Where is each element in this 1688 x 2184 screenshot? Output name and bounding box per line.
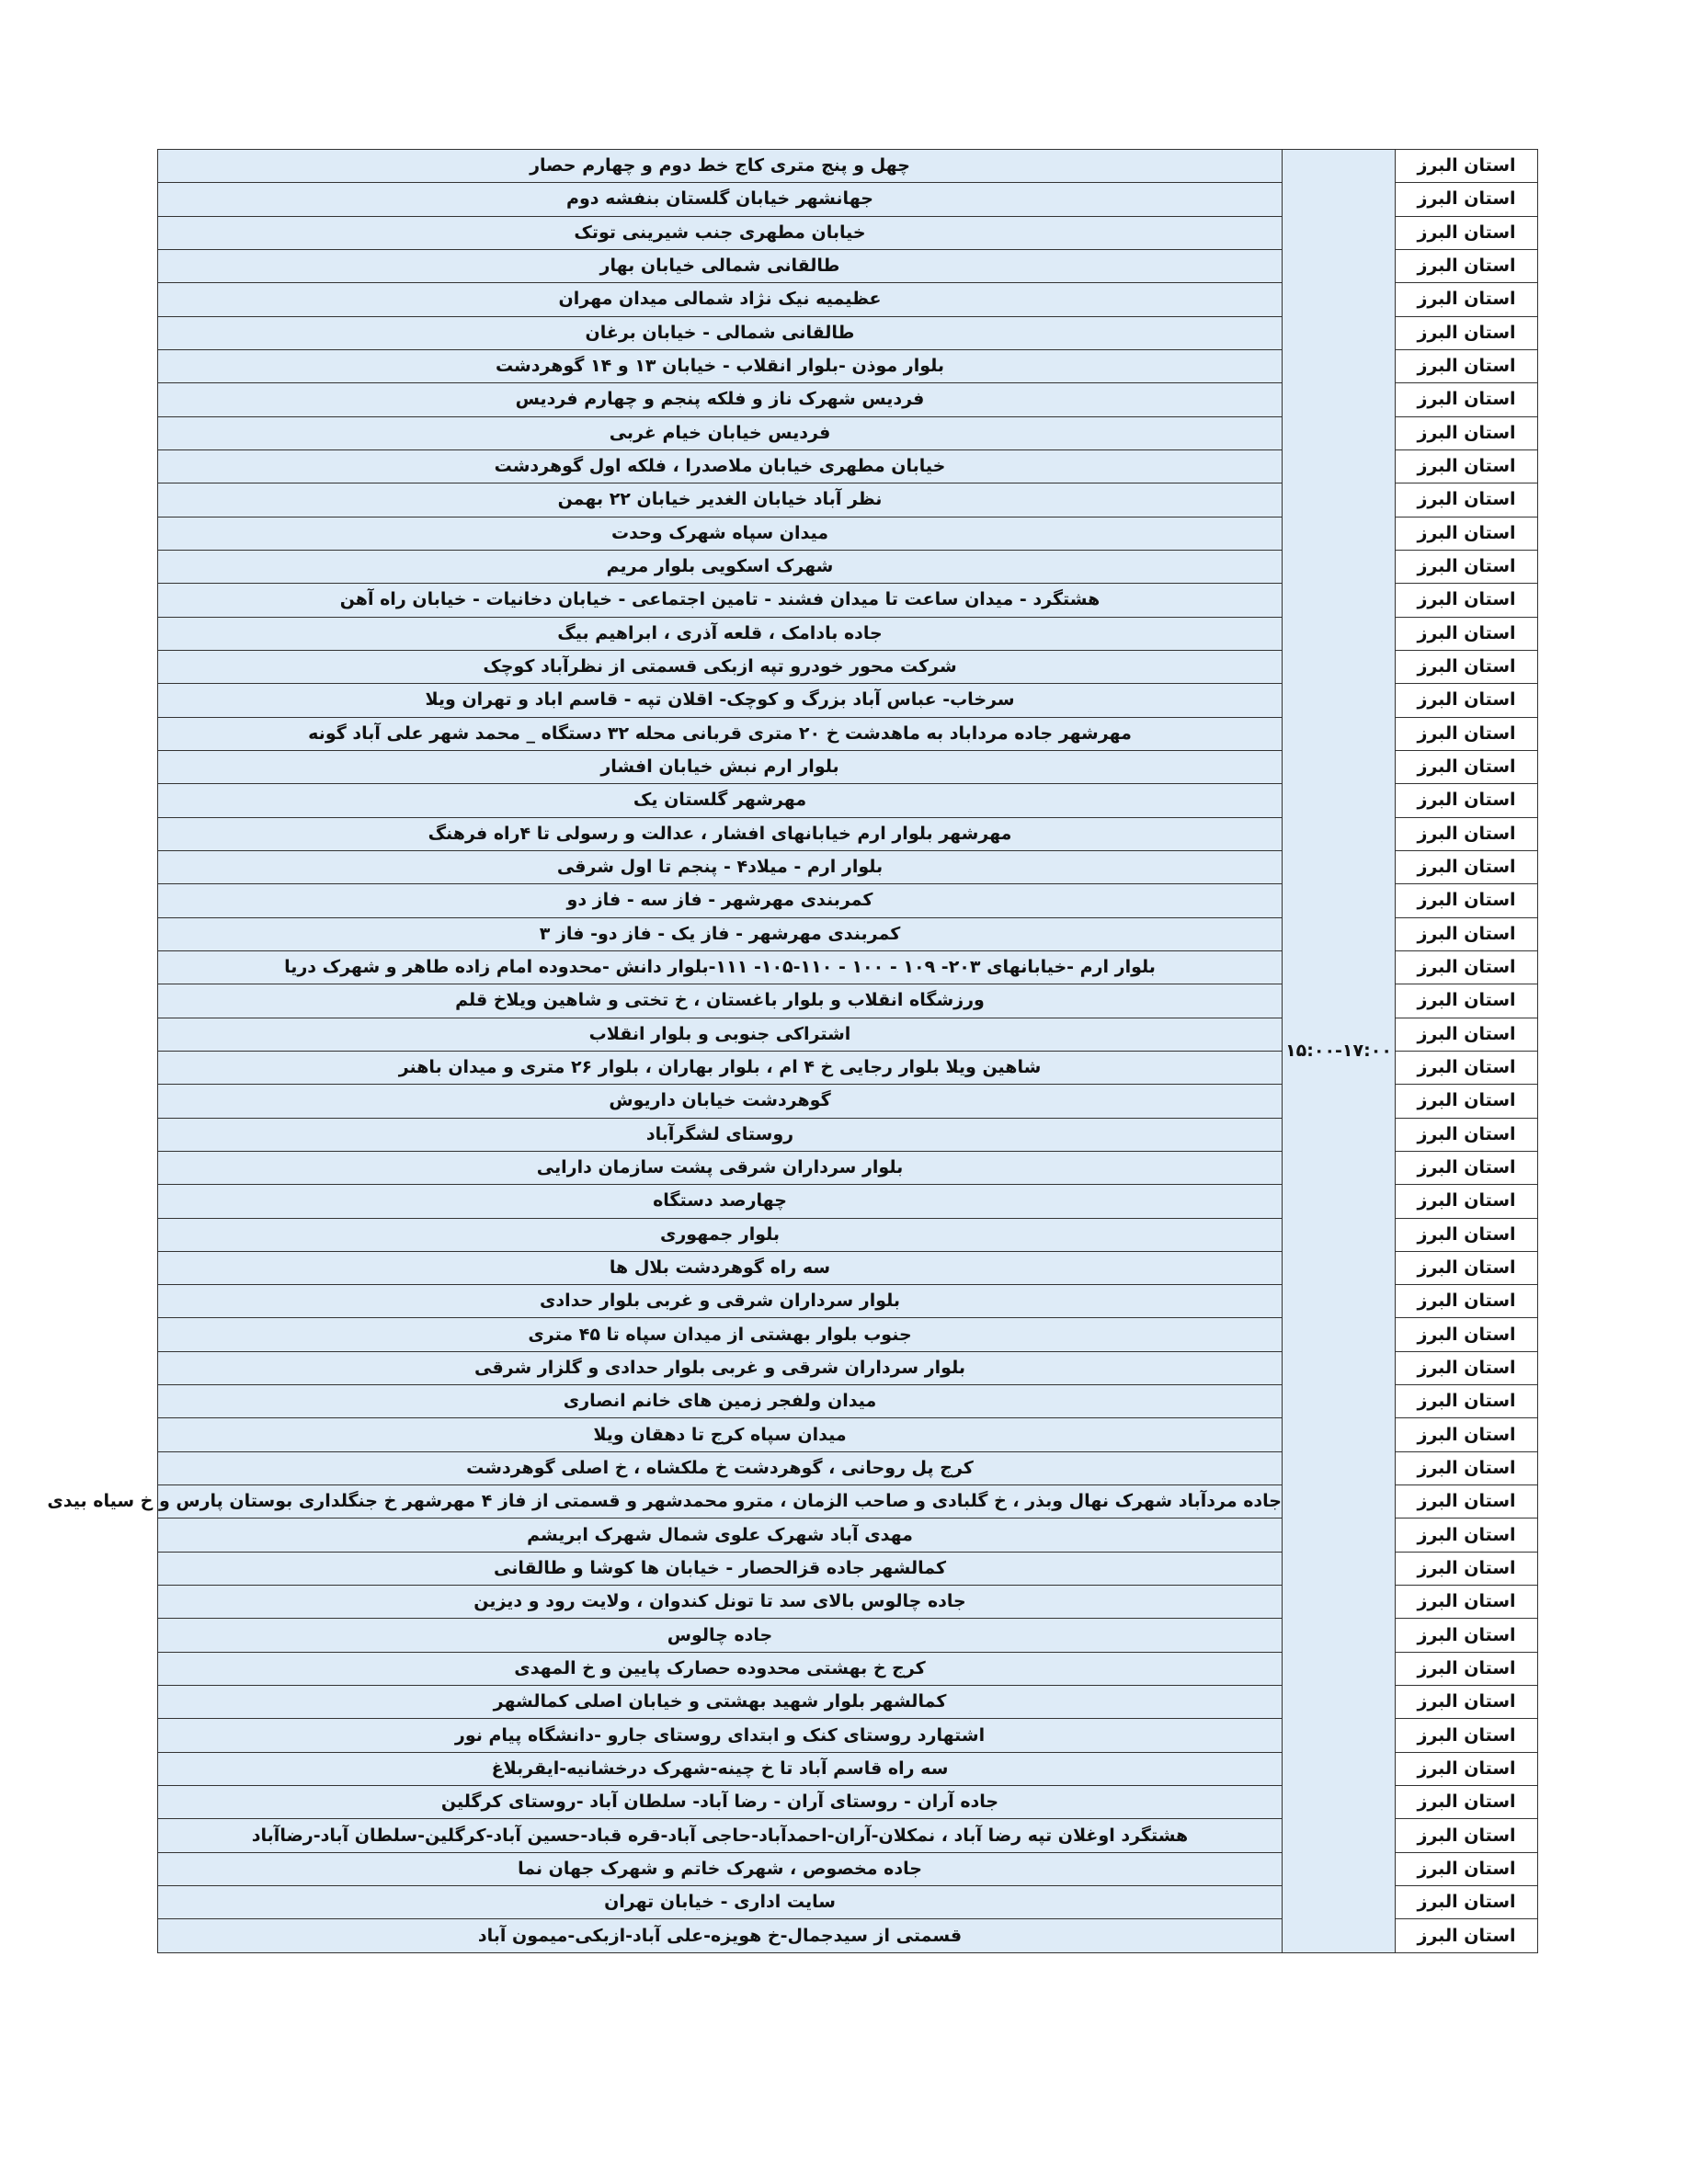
- province-cell: استان البرز: [1396, 449, 1538, 483]
- province-cell: استان البرز: [1396, 1586, 1538, 1619]
- province-cell: استان البرز: [1396, 1285, 1538, 1318]
- area-cell: جاده بادامک ، قلعه آذری ، ابراهیم بیگ: [158, 617, 1283, 650]
- province-cell: استان البرز: [1396, 1886, 1538, 1919]
- area-cell: مهرشهر بلوار ارم خیابانهای افشار ، عدالت و رسولی تا ۴راه فرهنگ: [158, 817, 1283, 850]
- area-cell: جاده مردآباد شهرک نهال وبذر ، خ گلبادی و صاحب الزمان ، مترو محمدشهر و قسمتی از فاز ۴ مهرشهر خ جنگلداری بوستان پارس و خ سیاه بیدی: [158, 1485, 1283, 1519]
- area-cell: اشتراکی جنوبی و بلوار انقلاب: [158, 1018, 1283, 1051]
- area-cell: بلوار سرداران شرقی و غربی بلوار حدادی و گلزار شرقی: [158, 1351, 1283, 1384]
- area-cell: سه راه قاسم آباد تا خ چینه-شهرک درخشانیه-ایقربلاغ: [158, 1752, 1283, 1785]
- area-cell: جهانشهر خیابان گلستان بنفشه دوم: [158, 183, 1283, 216]
- area-cell: میدان سپاه شهرک وحدت: [158, 517, 1283, 550]
- area-cell: خیابان مطهری جنب شیرینی توتک: [158, 216, 1283, 249]
- area-cell: شهرک اسکویی بلوار مریم: [158, 550, 1283, 583]
- table-body: [47, 150, 1538, 1953]
- province-cell: استان البرز: [1396, 1085, 1538, 1118]
- area-cell: کرج پل روحانی ، گوهردشت خ ملکشاه ، خ اصلی گوهردشت: [158, 1451, 1283, 1484]
- province-cell: استان البرز: [1396, 249, 1538, 282]
- province-cell: استان البرز: [1396, 1719, 1538, 1752]
- area-cell: بلوار ارم -خیابانهای ۲۰۳- ۱۰۹ - ۱۰۰ - ۱۱۰-۱۰۵- ۱۱۱-بلوار دانش -محدوده امام زاده طاهر و شهرک دریا: [158, 950, 1283, 984]
- province-cell: استان البرز: [1396, 717, 1538, 750]
- area-cell: شاهین ویلا بلوار رجایی خ ۴ ام ، بلوار بهاران ، بلوار ۲۶ متری و میدان باهنر: [158, 1051, 1283, 1084]
- province-cell: استان البرز: [1396, 617, 1538, 650]
- province-cell: استان البرز: [1396, 850, 1538, 883]
- province-cell: استان البرز: [1396, 884, 1538, 917]
- area-cell: بلوار ارم نبش خیابان افشار: [158, 750, 1283, 783]
- area-cell: مهرشهر جاده مرداباد به ماهدشت خ ۲۰ متری قربانی محله ۳۲ دستگاه _ محمد شهر علی آباد گونه: [158, 717, 1283, 750]
- province-cell: استان البرز: [1396, 150, 1538, 183]
- area-cell: بلوار ارم - میلاد۴ - پنجم تا اول شرقی: [158, 850, 1283, 883]
- area-cell: مهدی آباد شهرک علوی شمال شهرک ابریشم: [158, 1519, 1283, 1552]
- province-cell: استان البرز: [1396, 1318, 1538, 1351]
- province-cell: استان البرز: [1396, 1852, 1538, 1885]
- province-cell: استان البرز: [1396, 1652, 1538, 1685]
- area-cell: کمالشهر بلوار شهید بهشتی و خیابان اصلی کمالشهر: [158, 1686, 1283, 1719]
- province-cell: استان البرز: [1396, 1185, 1538, 1218]
- area-cell: بلوار سرداران شرقی پشت سازمان دارایی: [158, 1151, 1283, 1184]
- area-cell: چهارصد دستگاه: [158, 1185, 1283, 1218]
- area-cell: نظر آباد خیابان الغدیر خیابان ۲۲ بهمن: [158, 483, 1283, 517]
- province-cell: استان البرز: [1396, 1752, 1538, 1785]
- province-cell: استان البرز: [1396, 917, 1538, 950]
- area-cell: میدان سپاه کرج تا دهقان ویلا: [158, 1418, 1283, 1451]
- area-cell: مهرشهر گلستان یک: [158, 784, 1283, 817]
- province-cell: استان البرز: [1396, 1418, 1538, 1451]
- province-cell: استان البرز: [1396, 1218, 1538, 1251]
- area-cell: کمربندی مهرشهر - فاز یک - فاز دو- فاز ۳: [158, 917, 1283, 950]
- province-cell: استان البرز: [1396, 1919, 1538, 1952]
- province-cell: استان البرز: [1396, 750, 1538, 783]
- province-cell: استان البرز: [1396, 183, 1538, 216]
- time-range-cell: ۱۵:۰۰-۱۷:۰۰: [1283, 150, 1396, 1953]
- area-cell: کمالشهر جاده قزالحصار - خیابان ها کوشا و طالقانی: [158, 1552, 1283, 1585]
- area-cell: طالقانی شمالی - خیابان برغان: [158, 316, 1283, 349]
- province-cell: استان البرز: [1396, 1786, 1538, 1819]
- area-cell: قسمتی از سیدجمال-خ هویزه-علی آباد-ازبکی-میمون آباد: [158, 1919, 1283, 1952]
- province-cell: استان البرز: [1396, 1385, 1538, 1418]
- province-cell: استان البرز: [1396, 1619, 1538, 1652]
- area-cell: میدان ولفجر زمین های خانم انصاری: [158, 1385, 1283, 1418]
- area-cell: روستای لشگرآباد: [158, 1118, 1283, 1151]
- province-cell: استان البرز: [1396, 1485, 1538, 1519]
- area-cell: ورزشگاه انقلاب و بلوار باغستان ، خ تختی و شاهین ویلاخ قلم: [158, 984, 1283, 1018]
- province-cell: استان البرز: [1396, 1351, 1538, 1384]
- province-cell: استان البرز: [1396, 1552, 1538, 1585]
- area-cell: جاده آران - روستای آران - رضا آباد- سلطان آباد -روستای کرگلین: [158, 1786, 1283, 1819]
- province-cell: استان البرز: [1396, 1819, 1538, 1852]
- province-cell: استان البرز: [1396, 316, 1538, 349]
- province-cell: استان البرز: [1396, 1051, 1538, 1084]
- area-cell: اشتهارد روستای کنک و ابتدای روستای جارو -دانشگاه پیام نور: [158, 1719, 1283, 1752]
- province-cell: استان البرز: [1396, 1686, 1538, 1719]
- province-cell: استان البرز: [1396, 584, 1538, 617]
- area-cell: جنوب بلوار بهشتی از میدان سپاه تا ۴۵ متری: [158, 1318, 1283, 1351]
- area-cell: هشتگرد اوغلان تپه رضا آباد ، نمکلان-آران-احمدآباد-حاجی آباد-قره قباد-حسین آباد-کرگلین-سلطان آباد-رضاآباد: [158, 1819, 1283, 1852]
- province-cell: استان البرز: [1396, 283, 1538, 316]
- area-cell: شرکت محور خودرو تپه ازبکی قسمتی از نظرآباد کوچک: [158, 650, 1283, 683]
- area-cell: عظیمیه نیک نژاد شمالی میدان مهران: [158, 283, 1283, 316]
- area-cell: طالقانی شمالی خیابان بهار: [158, 249, 1283, 282]
- province-cell: استان البرز: [1396, 349, 1538, 382]
- province-cell: استان البرز: [1396, 550, 1538, 583]
- area-cell: سه راه گوهردشت بلال ها: [158, 1251, 1283, 1284]
- province-cell: استان البرز: [1396, 1118, 1538, 1151]
- area-cell: سرخاب- عباس آباد بزرگ و کوچک- اقلان تپه - قاسم اباد و تهران ویلا: [158, 684, 1283, 717]
- area-cell: فردیس شهرک ناز و فلکه پنجم و چهارم فردیس: [158, 383, 1283, 416]
- province-cell: استان البرز: [1396, 1451, 1538, 1484]
- province-cell: استان البرز: [1396, 684, 1538, 717]
- province-cell: استان البرز: [1396, 1018, 1538, 1051]
- province-cell: استان البرز: [1396, 1519, 1538, 1552]
- province-cell: استان البرز: [1396, 383, 1538, 416]
- area-cell: کمربندی مهرشهر - فاز سه - فاز دو: [158, 884, 1283, 917]
- area-cell: گوهردشت خیابان داریوش: [158, 1085, 1283, 1118]
- province-cell: استان البرز: [1396, 1251, 1538, 1284]
- area-cell: جاده مخصوص ، شهرک خاتم و شهرک جهان نما: [158, 1852, 1283, 1885]
- area-cell: فردیس خیابان خیام غربی: [158, 416, 1283, 449]
- province-cell: استان البرز: [1396, 984, 1538, 1018]
- area-cell: هشتگرد - میدان ساعت تا میدان فشند - تامین اجتماعی - خیابان دخانیات - خیابان راه آهن: [158, 584, 1283, 617]
- area-cell: سایت اداری - خیابان تهران: [158, 1886, 1283, 1919]
- outage-schedule-table: [47, 149, 1538, 1953]
- province-cell: استان البرز: [1396, 416, 1538, 449]
- province-cell: استان البرز: [1396, 1151, 1538, 1184]
- province-cell: استان البرز: [1396, 216, 1538, 249]
- area-cell: چهل و پنج متری کاج خط دوم و چهارم حصار: [158, 150, 1283, 183]
- area-cell: بلوار موذن -بلوار انقلاب - خیابان ۱۳ و ۱۴ گوهردشت: [158, 349, 1283, 382]
- area-cell: بلوار جمهوری: [158, 1218, 1283, 1251]
- area-cell: بلوار سرداران شرقی و غربی بلوار حدادی: [158, 1285, 1283, 1318]
- province-cell: استان البرز: [1396, 817, 1538, 850]
- area-cell: خیابان مطهری خیابان ملاصدرا ، فلکه اول گوهردشت: [158, 449, 1283, 483]
- province-cell: استان البرز: [1396, 517, 1538, 550]
- table-row: [158, 150, 1538, 183]
- province-cell: استان البرز: [1396, 784, 1538, 817]
- province-cell: استان البرز: [1396, 483, 1538, 517]
- area-cell: کرج خ بهشتی محدوده حصارک پایین و خ المهدی: [158, 1652, 1283, 1685]
- area-cell: جاده چالوس بالای سد تا تونل کندوان ، ولایت رود و دیزین: [158, 1586, 1283, 1619]
- area-cell: جاده چالوس: [158, 1619, 1283, 1652]
- province-cell: استان البرز: [1396, 650, 1538, 683]
- province-cell: استان البرز: [1396, 950, 1538, 984]
